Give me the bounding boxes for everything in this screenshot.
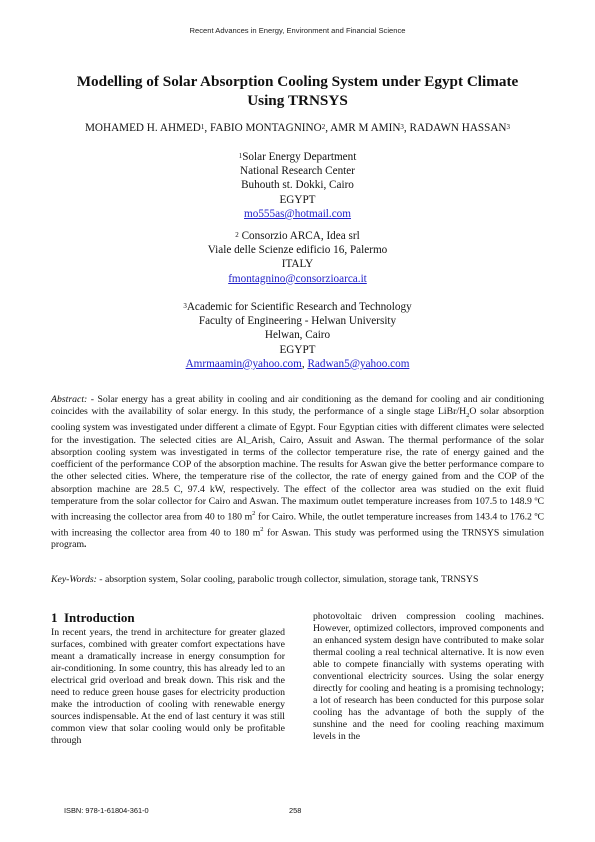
page-number: 258 (289, 806, 302, 815)
author-name: FABIO MONTAGNINO (209, 122, 322, 134)
affiliation-line: Viale delle Scienze edificio 16, Palermo (207, 244, 388, 257)
keywords-label: Key-Words: (51, 574, 97, 585)
footer-isbn: ISBN: 978-1-61804-361-0 (64, 806, 149, 815)
author-affiliation-mark: 3 (400, 123, 404, 131)
running-header: Recent Advances in Energy, Environment and Financial Science (189, 26, 406, 35)
abstract-text: for Aswan. This study was performed using the TRNSYS simulation program (51, 526, 544, 551)
paper-title-line-1: Modelling of Solar Absorption Cooling System under Egypt Climate (76, 73, 519, 90)
abstract-end: . (84, 539, 87, 551)
abstract-text: for Cairo. While, the outlet temperature increases from 143.4 to 176.2 ºC with increasing the collector area from 40 to 180 m (51, 511, 544, 538)
email-link[interactable]: mo555as@hotmail.com (244, 207, 351, 220)
affiliation-line: Faculty of Engineering - Helwan University (198, 315, 397, 328)
subscript: 2 (466, 412, 470, 420)
affiliation-line: EGYPT (279, 193, 316, 206)
affiliation-line: Academic for Scientific Research and Technology (186, 301, 412, 313)
author-separator: , (204, 122, 210, 134)
affiliation-line: EGYPT (279, 343, 316, 356)
paper-title (40, 72, 555, 110)
section-heading (51, 610, 135, 626)
body-column-left: In recent years, the trend in architecture for greater glazed surfaces, combined with greater comfort expectations have meant a dramatically increase in energy consumption for air-conditioning. In some country, this has already led to an electrical grid overload and break down. This risk and the need to reduce green house gases for electricity production make the introduction of cooling with renewable energy sources indispensable. At the end of last century it was still common view that solar cooling would only be profitable through (51, 627, 285, 747)
affiliation-line: National Research Center (240, 165, 355, 178)
keywords (51, 574, 544, 586)
author-affiliation-mark: 1 (200, 123, 205, 131)
abstract-text: - Solar energy has a great ability in cooling and air conditioning as the demand for cooling and air conditioning coincides with the availability of solar energy. In this study, the performance of a single stage LiBr/H (51, 394, 544, 418)
email-link[interactable]: fmontagnino@consorzioarca.it (228, 272, 367, 285)
email-link[interactable]: Radwan5@yahoo.com (307, 357, 410, 370)
affiliation-mark: 2 (235, 231, 239, 239)
affiliation-line: Solar Energy Department (242, 151, 357, 163)
affiliation-mark: 3 (183, 302, 187, 310)
superscript: 2 (252, 510, 256, 518)
section-number: 1 (51, 610, 58, 625)
author-name: RADAWN HASSAN (409, 122, 507, 134)
affiliation-2 (120, 229, 475, 286)
affiliation-line: Buhouth st. Dokki, Cairo (241, 179, 354, 192)
affiliation-1 (120, 150, 475, 221)
author-affiliation-mark: 3 (506, 123, 511, 131)
affiliation-line: ITALY (281, 258, 314, 271)
keywords-text: - absorption system, Solar cooling, parabolic trough collector, simulation, storage tank, TRNSYS (96, 574, 479, 585)
affiliation-line: Helwan, Cairo (264, 329, 331, 342)
body-column-right: photovoltaic driven compression cooling machines. However, optimized collectors, improved components and an enhanced system design have contributed to make solar thermal cooling a real technical alternative. It is now even able to compete financially with systems operating with conventional electricity sources. Using the solar energy directly for cooling and heating is a promising technology; a lot of research has been conducted for this purpose solar cooling has the advantage of both the supply of the sunshine and the need for cooling reaching maximum levels in the (313, 611, 544, 743)
superscript: 2 (260, 525, 264, 533)
author-name: MOHAMED H. AHMED (84, 122, 201, 134)
affiliation-mark: 1 (238, 152, 243, 160)
author-name: AMR M AMIN (330, 122, 401, 134)
author-list (20, 122, 575, 135)
abstract-label: Abstract: (51, 394, 88, 405)
abstract-text: O solar absorption cooling system was investigated under different a climate of Egypt. Four Egyptian cities with different climates were selected for the investigation. The selected cities are Al_Arish, Cairo, Assuit and Aswan. The thermal performance of the solar absorption cooling system was investigated in terms of the collector temperature rise, the rate of energy gained and the coefficient of the performance COP of the absorption machine. The results for Aswan give the better performance compare to the other selected cities. Where, the temperature rise of the collector, the rate of energy gained from and the COP of the absorption machine are 28.5 C, 97.4 kW, respectively. The effect of the collector area was studied on the exit fluid temperature from the solar collector for Cairo and Aswan. The maximum outlet temperature increases from 107.5 to 148.9 ºC with increasing the collector area from 40 to 180 m (51, 406, 545, 523)
author-separator: , (403, 122, 410, 134)
abstract (51, 394, 544, 551)
email-link[interactable]: Amrmaamin@yahoo.com (185, 357, 302, 370)
author-affiliation-mark: 2 (321, 123, 326, 131)
paper-title-line-2: Using TRNSYS (247, 92, 348, 109)
author-separator: , (325, 122, 331, 134)
affiliation-line: Consorzio ARCA, Idea srl (238, 230, 360, 242)
section-title: Introduction (64, 610, 135, 625)
affiliation-3: $^3$Academic for Scientific Research and Technology Faculty of Engineering - Helwan University Helwan, Cairo EGYPT Amrmaamin@yahoo.com, Radwan5@yahoo.com (120, 300, 475, 371)
